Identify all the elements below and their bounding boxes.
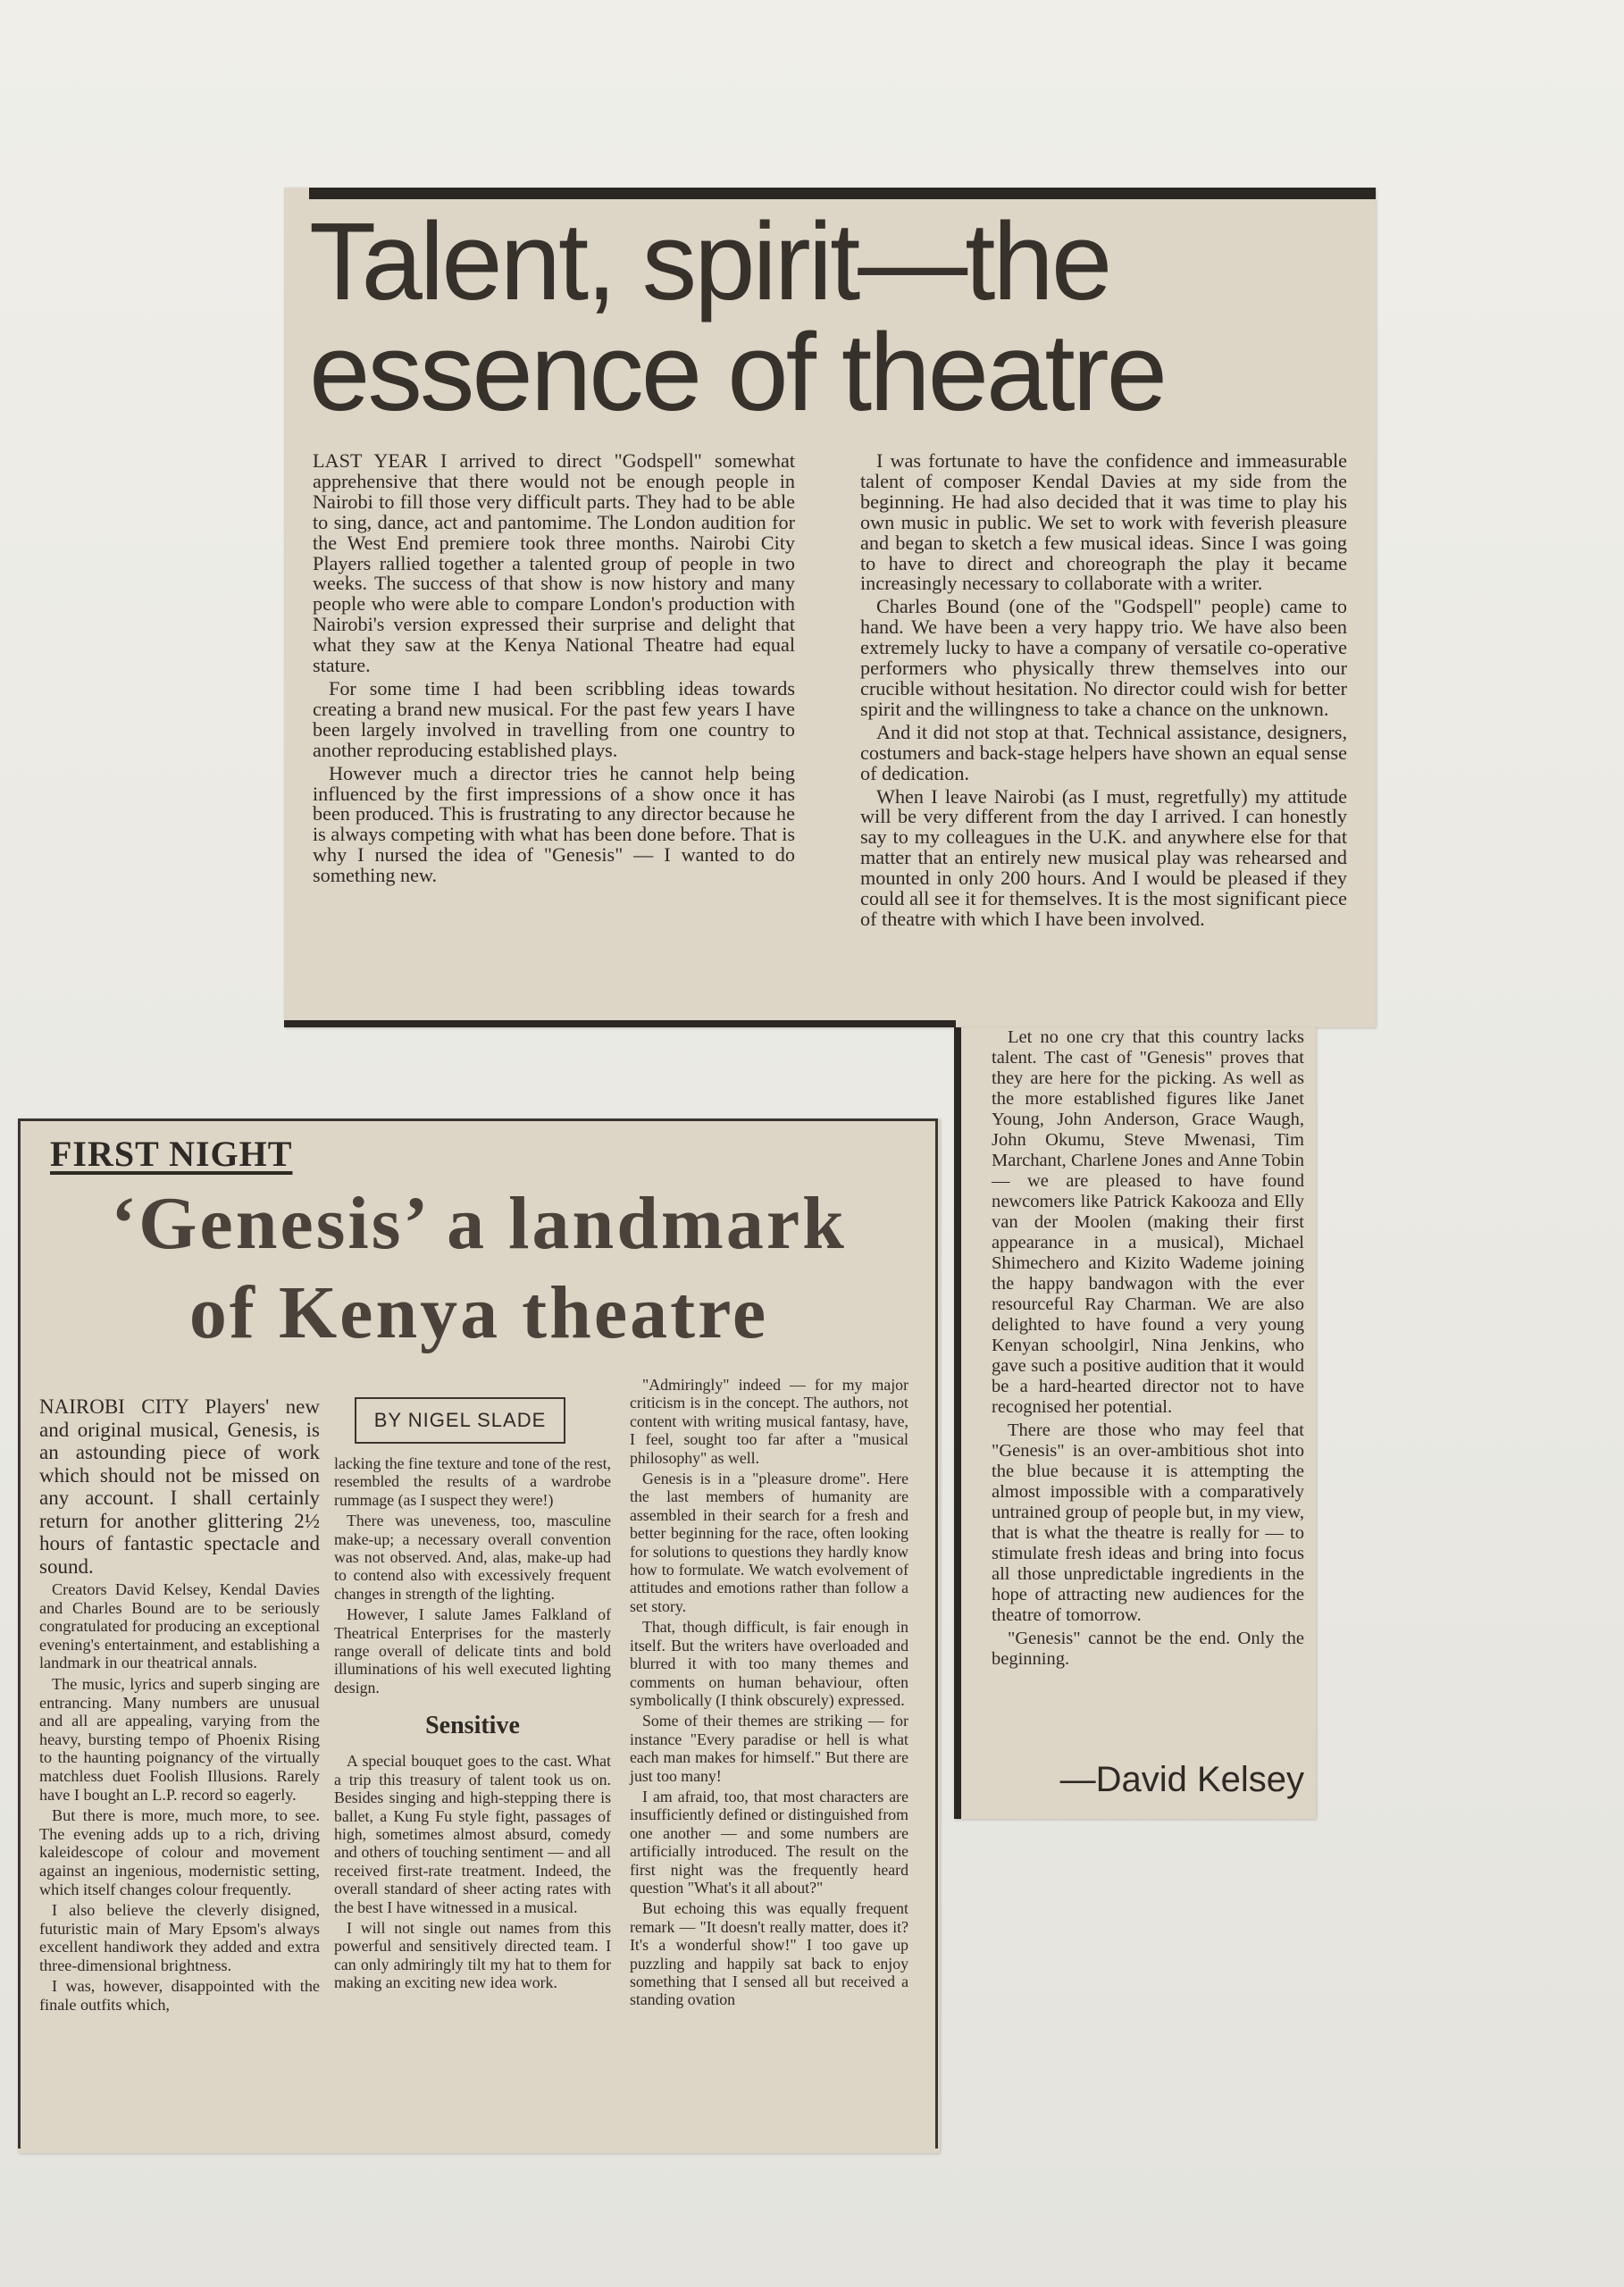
review-headline-line-2: of Kenya theatre: [188, 1271, 769, 1354]
paragraph: lacking the fine texture and tone of the rest, resembled the results of a wardrobe rummage (as I suspect they were!): [334, 1454, 611, 1509]
paragraph: Charles Bound (one of the "Godspell" people) came to hand. We have been a very happy trio. We have also been extremely lucky to have a company of versatile co-operative performers who physically threw themselves into our crucible without hesitation. No director could wish for better spirit and the willingness to take a chance on the unknown.: [860, 595, 1347, 720]
paragraph: But there is more, much more, to see. The evening adds up to a rich, driving kaleidescope of colour and movement against an ingenious, modernistic setting, which itself changes colour frequently.: [39, 1806, 320, 1898]
paragraph: That, though difficult, is fair enough in itself. But the writers have overloaded and blurred it with too many themes and comments on human behaviour, often symbolically (I think obscurely) expressed.: [630, 1618, 908, 1709]
review-column-1: [39, 1395, 320, 2015]
paragraph: I was, however, disappointed with the finale outfits which,: [39, 1977, 320, 2015]
paragraph: A special bouquet goes to the cast. What a trip this treasury of talent took us on. Besides singing and high-stepping there is ballet, a Kung Fu style fight, passages of high, sometimes almost absurd, comedy and others of touching sentiment — and all received first-rate treatment. Indeed, the overall standard of sheer acting rates with the best I have witnessed in a musical.: [334, 1752, 611, 1916]
paragraph: And it did not stop at that. Technical assistance, designers, costumers and back-stage helpers have shown an equal sense of dedication.: [860, 720, 1347, 784]
paragraph: I will not single out names from this powerful and sensitively directed team. I can only admiringly tilt my hat to them for making an exciting new idea work.: [334, 1918, 611, 1992]
kicker: FIRST NIGHT: [50, 1134, 293, 1174]
paragraph: There are those who may feel that "Genesis" is an over-ambitious shot into the blue because it is attempting the almost impossible with a comparatively untrained group of people but, in my view, that is what the theatre is really for — to stimulate fresh ideas and bring into focus all those unpredictable ingredients in the hope of attracting new audiences for the theatre of tomorrow.: [992, 1420, 1304, 1625]
bottom-rule: [284, 1020, 956, 1027]
paragraph: I am afraid, too, that most characters are insufficiently defined or distinguished from one another — and some numbers are artificially introduced. The result on the first night was the frequently heard question "What's it all about?": [630, 1787, 908, 1897]
paragraph: Some of their themes are striking — for instance "Every paradise or hell is what each man makes for himself." But there are just too many!: [630, 1712, 908, 1785]
paragraph: The music, lyrics and superb singing are entrancing. Many numbers are unusual and all are appealing, varying from the heavy, bursting tempo of Phoenix Rising to the haunting poignancy of the virtually matchless duet Foolish Illusions. Rarely have I bought an L.P. record so eagerly.: [39, 1674, 320, 1804]
headline-line-1: Talent, spirit—the: [309, 201, 1110, 323]
article-column-1: [313, 451, 795, 886]
top-rule: [309, 188, 1376, 199]
paragraph: However much a director tries he cannot help being influenced by the first impressions of a show once it has been produced. This is frustrating to any director because he is always competing with what has been done before. That is why I nursed the idea of "Genesis" — I wanted to do something new.: [313, 761, 795, 887]
paragraph: Genesis is in a "pleasure drome". Here the last members of humanity are assembled in their search for a fresh and better beginning for the race, often looking for solutions to questions they hardly know how to formulate. We watch evolvement of attitudes and emotions rather than follow a set story.: [630, 1470, 908, 1615]
paragraph: But echoing this was equally frequent remark — "It doesn't really matter, does it? It's a wonderful show!" I too gave up puzzling and happily sat back to enjoy something that I sensed all but received a standing ovation: [630, 1899, 908, 2009]
paragraph: "Admiringly" indeed — for my major criticism is in the concept. The authors, not content with writing musical fantasy, have, I feel, sought too far after a "musical philosophy" as well.: [630, 1376, 908, 1467]
review-column-2: [334, 1454, 611, 1992]
clipping-review: [18, 1118, 940, 2153]
subhead: Sensitive: [425, 1712, 520, 1740]
clipping-continuation: [954, 1027, 1316, 1819]
paragraph: When I leave Nairobi (as I must, regretfully) my attitude will be very different from the day I arrived. I can honestly say to my colleagues in the U.K. and anywhere else for that matter that an entirely new musical play was rehearsed and mounted in only 200 hours. And I would be pleased if they could all see it for themselves. It is the most significant piece of theatre with which I have been involved.: [860, 784, 1347, 930]
paragraph: I also believe the cleverly disigned, futuristic main of Mary Epsom's always excellent handiwork they added and extra three-dimensional brightness.: [39, 1901, 320, 1974]
paragraph: Let no one cry that this country lacks talent. The cast of "Genesis" proves that they are here for the picking. As well as the more established figures like Janet Young, John Anderson, Grace Waugh, John Okumu, Steve Mwenasi, Tim Marchant, Charlene Jones and Anne Tobin — we are pleased to have found newcomers like Patrick Kakooza and Elly van der Moolen (making their first appearance in a musical), Michael Shimechero and Kizito Wademe joining the happy bandwagon with the ever resourceful Ray Charman. We are also delighted to have found a very young Kenyan schoolgirl, Nina Jenkins, who gave such a positive audition that it would be a hard-hearted director not to have recognised her potential.: [992, 1027, 1304, 1417]
author-signature: —David Kelsey: [1059, 1760, 1304, 1799]
paragraph: There was uneveness, too, masculine make-up; a necessary overall convention was not observed. And, alas, make-up had to contend also with excessively frequent changes in strength of the lighting.: [334, 1512, 611, 1603]
clipping-top-article: [284, 188, 1376, 1027]
paragraph: I was fortunate to have the confidence and immeasurable talent of composer Kendal Davies at my side from the beginning. He had also decided that it was time to play his own music in public. We set to work with feverish pleasure and began to sketch a few musical ideas. Since I was going to have to direct and choreograph the play it became increasingly necessary to collaborate with a writer.: [860, 449, 1347, 595]
headline-line-2: essence of theatre: [309, 312, 1165, 434]
paragraph: Creators David Kelsey, Kendal Davies and Charles Bound are to be seriously congratulated for producing an exceptional evening's entertainment, and establishing a landmark in our theatrical annals.: [39, 1580, 320, 1672]
review-headline-line-1: ‘Genesis’ a landmark: [111, 1182, 847, 1265]
review-column-3: [630, 1376, 908, 2009]
paragraph: For some time I had been scribbling ideas towards creating a brand new musical. For the past few years I have been largely involved in travelling from one country to another reproducing established plays.: [313, 676, 795, 761]
byline: BY NIGEL SLADE: [355, 1397, 565, 1444]
article-column-2: [860, 451, 1347, 930]
paragraph: "Genesis" cannot be the end. Only the beginning.: [992, 1629, 1304, 1669]
paragraph: LAST YEAR I arrived to direct "Godspell" somewhat apprehensive that there would not be enough people in Nairobi to fill those very difficult parts. They had to be able to sing, dance, act and pantomime. The London audition for the West End premiere took three months. Nairobi City Players rallied together a talented group of people in two weeks. The success of that show is now history and many people who were able to compare London's production with Nairobi's version expressed their surprise and delight that what they saw at the Kenya National Theatre had equal stature.: [313, 449, 795, 677]
article-column-3: [992, 1027, 1304, 1670]
side-rule: [954, 1027, 961, 1819]
lead-paragraph: NAIROBI CITY Players' new and original musical, Genesis, is an astounding piece of work which should not be missed on any account. I shall certainly return for another glittering 2½ hours of fantastic spectacle and sound.: [39, 1395, 320, 1578]
paragraph: However, I salute James Falkland of Theatrical Enterprises for the masterly range overall of delicate tints and bold illuminations of his well executed lighting design.: [334, 1605, 611, 1696]
